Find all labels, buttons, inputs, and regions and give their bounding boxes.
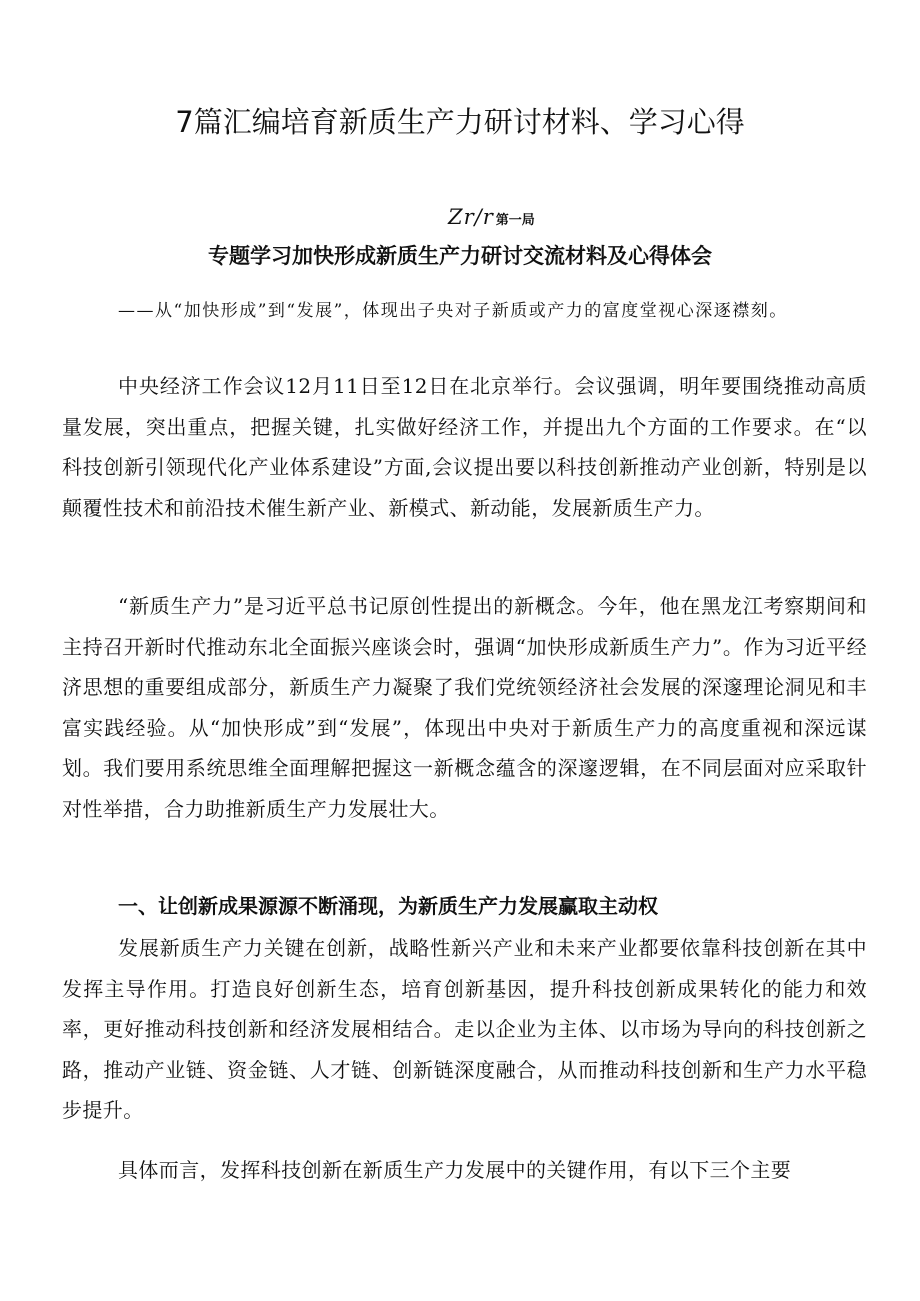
chapter-glyph: Zr/r <box>448 205 494 229</box>
chapter-label <box>448 205 535 229</box>
body-paragraph-1: 中央经济工作会议12月11日至12日在北京举行。会议强调，明年要围绕推动高质量发展，突出重点，把握关键，扎实做好经济工作，并提出九个方面的工作要求。在“以科技创新引领现代化产业体系建设”方面,会议提出要以科技创新推动产业创新，特别是以颠覆性技术和前沿技术催生新产业、新模式、新动能，发展新质生产力。 <box>62 374 867 520</box>
chapter-number: 第一局 <box>495 213 535 228</box>
heading-one: 一、让创新成果源源不断涌现，为新质生产力发展赢取主动权 <box>118 894 658 918</box>
document-title: 7篇汇编培育新质生产力研讨材料、学习心得 <box>175 105 745 139</box>
section-title: 专题学习加快形成新质生产力研讨交流材料及心得体会 <box>208 244 712 268</box>
body-paragraph-2: “新质生产力”是习近平总书记原创性提出的新概念。今年，他在黑龙江考察期间和主持召开新时代推动东北全面振兴座谈会时，强调“加快形成新质生产力”。作为习近平经济思想的重要组成部分，新质生产力凝聚了我们党统领经济社会发展的深邃理论洞见和丰富实践经验。从“加快形成”到“发展”，体现出中央对于新质生产力的高度重视和深远谋划。我们要用系统思维全面理解把握这一新概念蕴含的深邃逻辑，在不同层面对应采取针对性举措，合力助推新质生产力发展壮大。 <box>62 594 867 821</box>
body-paragraph-4: 具体而言，发挥科技创新在新质生产力发展中的关键作用，有以下三个主要 <box>118 1158 792 1182</box>
section-subtitle: ——从“加快形成”到“发展”，体现出子央对子新质或产力的富度堂视心深逐襟刻。 <box>118 301 788 321</box>
body-paragraph-3: 发展新质生产力关键在创新，战略性新兴产业和未来产业都要依靠科技创新在其中发挥主导作用。打造良好创新生态，培育创新基因，提升科技创新成果转化的能力和效率，更好推动科技创新和经济发展相结合。走以企业为主体、以市场为导向的科技创新之路，推动产业链、资金链、人才链、创新链深度融合，从而推动科技创新和生产力水平稳步提升。 <box>62 936 867 1122</box>
